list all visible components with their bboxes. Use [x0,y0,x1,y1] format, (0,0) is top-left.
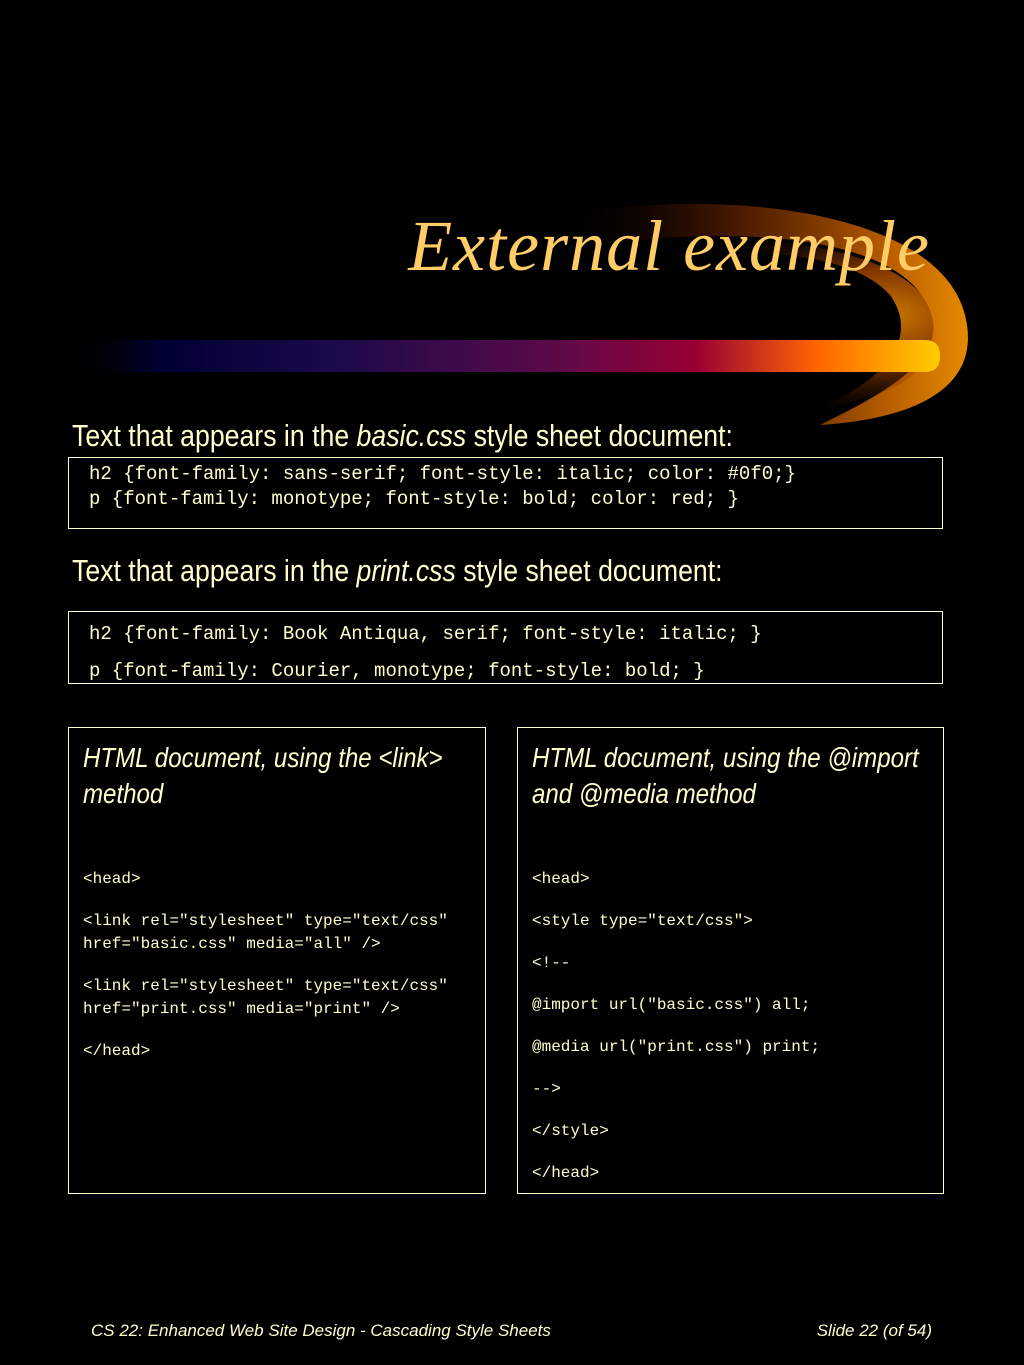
print-intro-after: style sheet document: [455,553,723,588]
print-css-code-box [68,611,943,684]
import-media-code [532,868,933,1204]
slide-title: External example [408,206,930,286]
link-method-panel [68,727,486,1194]
print-intro-filename: print.css [356,553,456,588]
footer-slide-number: Slide 22 (of 54) [816,1321,932,1340]
code-line: <head> [532,870,590,888]
print-css-line: p {font-family: Courier, monotype; font-style: bold; } [89,660,705,682]
basic-css-line: p {font-family: monotype; font-style: bold; color: red; } [89,488,739,510]
basic-css-line: h2 {font-family: sans-serif; font-style: italic; color: #0f0;} [89,463,796,485]
basic-intro-after: style sheet document: [466,418,733,453]
basic-css-intro [72,418,733,454]
link-method-title: HTML document, using the <link> method [83,742,443,809]
print-intro-before: Text that appears in the [72,553,357,588]
code-line: <head> [83,870,141,888]
code-line: </head> [83,1042,151,1060]
code-line: @media url("print.css") print; [532,1038,821,1056]
import-media-panel [517,727,944,1194]
code-line: <!-- [532,954,571,972]
code-line: <link rel="stylesheet" type="text/css" href="print.css" media="print" /> [83,977,458,1018]
code-line: </head> [532,1164,600,1182]
code-line: @import url("basic.css") all; [532,996,811,1014]
code-line: <link rel="stylesheet" type="text/css" href="basic.css" media="all" /> [83,912,458,953]
footer-course: CS 22: Enhanced Web Site Design - Cascading Style Sheets [91,1321,551,1340]
basic-intro-before: Text that appears in the [72,418,357,453]
code-line: --> [532,1080,561,1098]
import-media-title: HTML document, using the @import and @media method [532,742,919,809]
basic-css-code-box [68,457,943,529]
code-line: <style type="text/css"> [532,912,753,930]
link-method-code [83,868,475,1082]
basic-intro-filename: basic.css [356,418,467,453]
print-css-intro [72,553,723,589]
print-css-line: h2 {font-family: Book Antiqua, serif; font-style: italic; } [89,623,762,645]
code-line: </style> [532,1122,609,1140]
